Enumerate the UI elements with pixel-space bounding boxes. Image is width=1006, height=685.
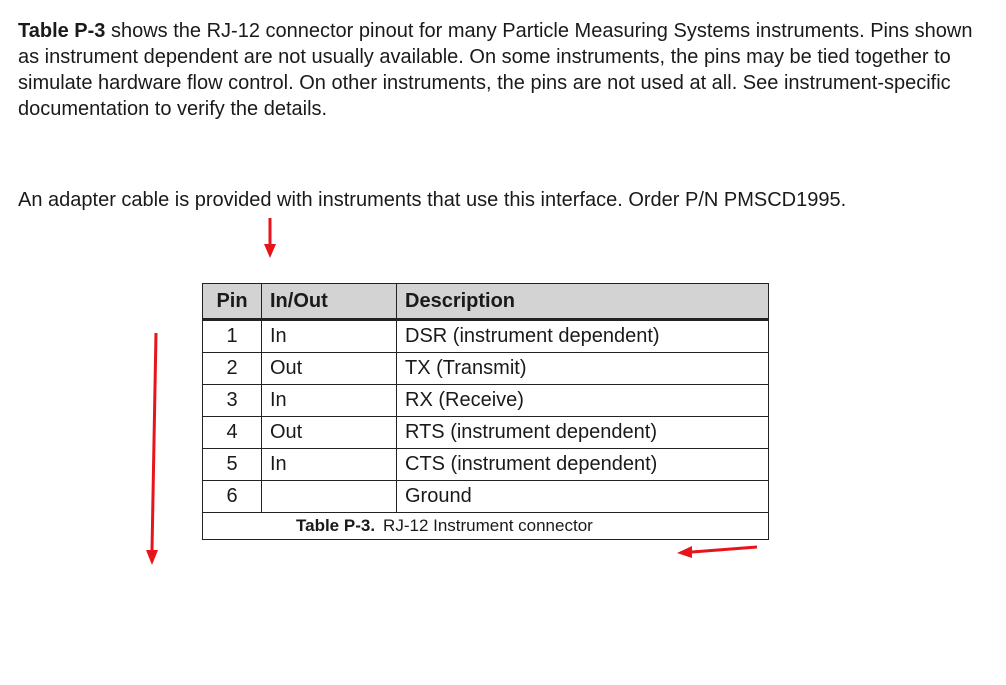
in-out-cell: In — [262, 320, 397, 353]
description-cell: RX (Receive) — [397, 385, 769, 417]
pin-cell: 6 — [203, 481, 262, 513]
table-row — [203, 449, 769, 481]
caption-text: RJ-12 Instrument connector — [383, 516, 593, 535]
table-reference: Table P-3 — [18, 20, 106, 42]
description-cell: DSR (instrument dependent) — [397, 320, 769, 353]
table-row — [203, 385, 769, 417]
description-cell: Ground — [397, 481, 769, 513]
description-cell: RTS (instrument dependent) — [397, 417, 769, 449]
table-caption-row — [203, 513, 769, 540]
table-row — [203, 353, 769, 385]
header-in-out: In/Out — [262, 284, 397, 320]
table-row — [203, 320, 769, 353]
in-out-cell: Out — [262, 417, 397, 449]
in-out-cell: In — [262, 385, 397, 417]
table-caption — [203, 513, 769, 540]
pinout-table — [202, 283, 769, 540]
pin-cell: 3 — [203, 385, 262, 417]
table-row — [203, 481, 769, 513]
in-out-cell: Out — [262, 353, 397, 385]
in-out-cell: In — [262, 449, 397, 481]
header-pin: Pin — [203, 284, 262, 320]
adapter-paragraph: An adapter cable is provided with instruments that use this interface. Order P/N PMSCD1995. — [18, 189, 847, 211]
description-cell: CTS (instrument dependent) — [397, 449, 769, 481]
caption-label: Table P-3. — [296, 516, 376, 535]
header-description: Description — [397, 284, 769, 320]
table-row — [203, 417, 769, 449]
red-arrow-down-long — [146, 333, 158, 565]
in-out-cell — [262, 481, 397, 513]
intro-paragraph-text: shows the RJ-12 connector pinout for many Particle Measuring Systems instruments. Pins shown as instrument dependent are not usually available. On some instruments, the pins may be tied together to simulate hardware flow control. On other instruments, the pins are not used at all. See instrument-specific documentation to verify the details. — [18, 20, 973, 120]
pin-cell: 1 — [203, 320, 262, 353]
intro-paragraph — [18, 18, 988, 122]
pin-cell: 5 — [203, 449, 262, 481]
red-arrow-down-short — [264, 218, 276, 258]
description-cell: TX (Transmit) — [397, 353, 769, 385]
red-arrow-left — [677, 546, 757, 558]
pin-cell: 2 — [203, 353, 262, 385]
table-header-row — [203, 284, 769, 320]
pin-cell: 4 — [203, 417, 262, 449]
